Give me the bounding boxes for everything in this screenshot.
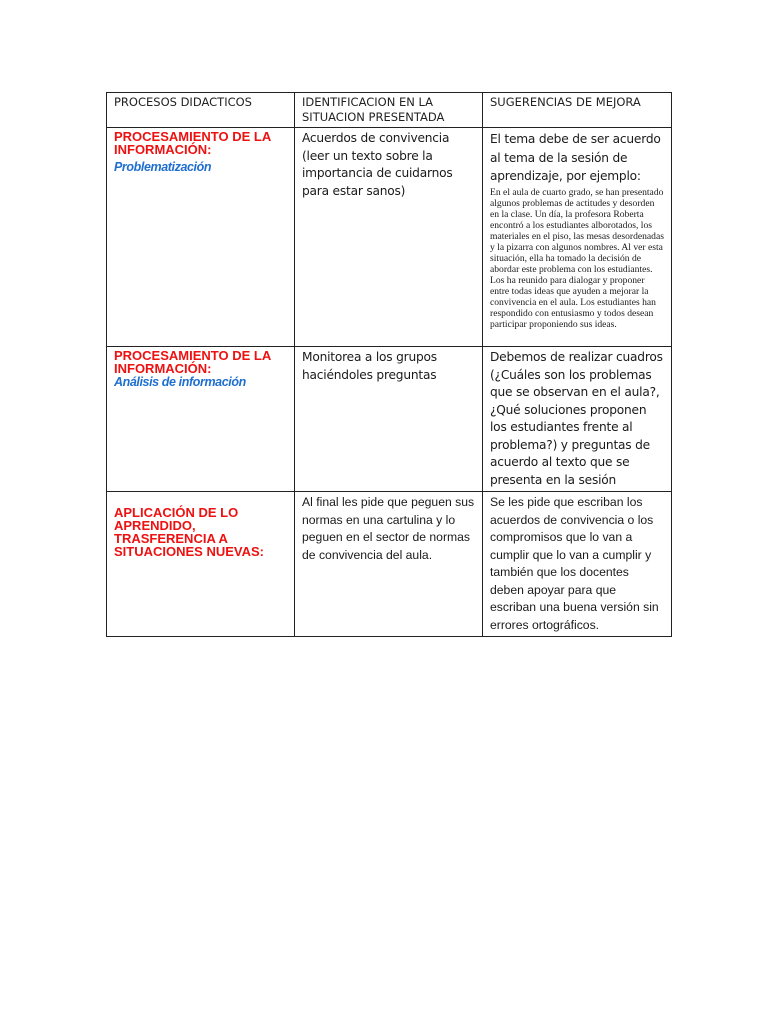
table-header-row xyxy=(107,93,672,128)
header-procesos: PROCESOS DIDACTICOS xyxy=(107,93,295,128)
process-cell xyxy=(107,347,295,492)
process-cell xyxy=(107,492,295,637)
process-cell xyxy=(107,128,295,347)
table-row xyxy=(107,347,672,492)
table-row xyxy=(107,492,672,637)
header-identificacion: IDENTIFICACION EN LA SITUACION PRESENTADA xyxy=(295,93,483,128)
suggestion-cell: Se les pide que escriban los acuerdos de convivencia o los compromisos que lo van a cumplir que lo van a cumplir y también que los docentes deben apoyar para que escriban una buena versión sin errores ortográficos. xyxy=(483,492,672,637)
process-subtitle: Problematización xyxy=(114,160,212,174)
suggestion-text: El tema debe de ser acuerdo al tema de la sesión de aprendizaje, por ejemplo: xyxy=(490,132,661,183)
suggestion-cell xyxy=(483,128,672,347)
process-title: APLICACIÓN DE LO APRENDIDO, TRASFERENCIA A SITUACIONES NUEVAS: xyxy=(114,505,264,559)
identification-cell: Monitorea a los grupos haciéndoles preguntas xyxy=(295,347,483,492)
didactic-process-table xyxy=(106,92,672,637)
header-sugerencias: SUGERENCIAS DE MEJORA xyxy=(483,93,672,128)
suggestion-cell: Debemos de realizar cuadros (¿Cuáles son los problemas que se observan en el aula?, ¿Qué soluciones proponen los estudiantes frente al problema?) y preguntas de acuerdo al texto que se presenta en la sesión xyxy=(483,347,672,492)
identification-cell: Al final les pide que peguen sus normas en una cartulina y lo peguen en el sector de normas de convivencia del aula. xyxy=(295,492,483,637)
table-row xyxy=(107,128,672,347)
process-subtitle: Análisis de información xyxy=(114,375,246,389)
suggestion-example: En el aula de cuarto grado, se han presentado algunos problemas de actitudes y desorden en la clase. Un día, la profesora Roberta encontró a los estudiantes alborotados, los materiales en el piso, las mesas desordenadas y la pizarra con algunos nombres. Al ver esta situación, ella ha tomado la decisión de abordar este problema con los estudiantes. Los ha reunido para dialogar y proponer entre todas ideas que ayuden a mejorar la convivencia en el aula. Los estudiantes han respondido con entusiasmo y todos desean participar proponiendo sus ideas. xyxy=(490,186,664,330)
process-title: PROCESAMIENTO DE LA INFORMACIÓN: xyxy=(114,348,271,376)
process-title: PROCESAMIENTO DE LA INFORMACIÓN: xyxy=(114,129,271,157)
identification-cell: Acuerdos de convivencia (leer un texto sobre la importancia de cuidarnos para estar sanos) xyxy=(295,128,483,347)
